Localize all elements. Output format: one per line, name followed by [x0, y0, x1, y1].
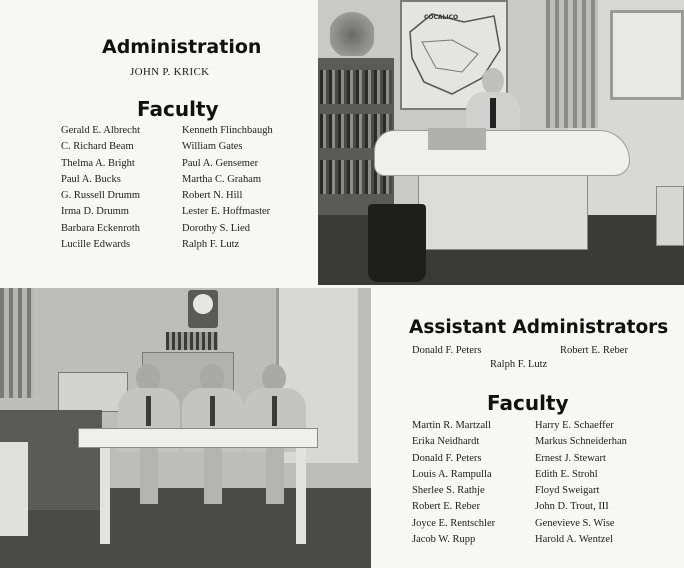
faculty-name: Harry E. Schaeffer — [535, 420, 614, 431]
office-curtain — [546, 0, 598, 128]
faculty-name: Joyce E. Rentschler — [412, 517, 496, 529]
faculty-name: Paul A. Gensemer — [182, 157, 259, 169]
faculty-name: Ernest J. Stewart — [535, 452, 606, 464]
tie — [210, 396, 215, 426]
white-cabinet — [0, 442, 28, 536]
faculty-name: Thelma A. Bright — [61, 157, 135, 169]
meeting-photo — [0, 288, 371, 568]
faculty-name: Paul A. Bucks — [61, 173, 121, 185]
meeting-table — [78, 428, 318, 448]
wastebasket — [368, 204, 426, 282]
faculty-name: Ralph F. Lutz — [182, 239, 240, 251]
faculty-name: Sherlee S. Rathje — [412, 485, 485, 497]
faculty-name: Edith E. Strohl — [535, 468, 598, 480]
chair — [656, 186, 684, 246]
administrator-head — [482, 68, 504, 94]
faculty-name: Jacob W. Rupp — [412, 534, 476, 546]
faculty-heading-bottom: Faculty — [487, 391, 569, 415]
assistant-administrators-heading: Assistant Administrators — [409, 317, 669, 338]
tie — [490, 98, 496, 128]
table-leg — [100, 448, 110, 544]
desk-papers — [428, 128, 486, 150]
faculty-name: Robert N. Hill — [182, 190, 243, 202]
clock-face-icon — [193, 294, 213, 314]
tie — [146, 396, 151, 426]
faculty-name: Louis A. Rampulla — [412, 468, 492, 480]
tie — [272, 396, 277, 426]
faculty-bottom-right-column — [535, 420, 627, 550]
office-window — [610, 10, 684, 100]
faculty-name: Markus Schneiderhan — [535, 436, 627, 448]
faculty-name: Martin R. Martzall — [412, 420, 492, 431]
assistant-administrator-name: Donald F. Peters — [412, 345, 482, 356]
faculty-name: Martha C. Graham — [182, 173, 262, 185]
faculty-name: Floyd Sweigart — [535, 485, 600, 497]
administration-heading: Administration — [102, 36, 262, 58]
faculty-name: Donald F. Peters — [412, 452, 482, 464]
faculty-heading-top: Faculty — [137, 97, 219, 121]
faculty-name: Barbara Eckenroth — [61, 222, 141, 234]
faculty-name: C. Richard Beam — [61, 141, 134, 153]
faculty-name: Harold A. Wentzel — [535, 534, 613, 546]
assistant-administrator-name: Robert E. Reber — [560, 345, 628, 356]
faculty-top-right-column — [182, 125, 273, 255]
faculty-name: Erika Neidhardt — [412, 436, 480, 448]
faculty-name: Robert E. Reber — [412, 501, 480, 513]
faculty-name: G. Russell Drumm — [61, 190, 141, 202]
plant — [330, 4, 374, 56]
faculty-name: William Gates — [182, 141, 243, 153]
faculty-top-left-column — [61, 125, 140, 255]
faculty-name: Irma D. Drumm — [61, 206, 129, 218]
faculty-name: Dorothy S. Lied — [182, 222, 250, 234]
administrator-name: JOHN P. KRICK — [130, 66, 210, 78]
faculty-name: Lester E. Hoffmaster — [182, 206, 271, 218]
office-photo — [318, 0, 684, 285]
faculty-bottom-left-column — [412, 420, 495, 550]
person-legs — [266, 448, 284, 504]
faculty-name: Gerald E. Albrecht — [61, 125, 141, 136]
faculty-name: Lucille Edwards — [61, 239, 131, 251]
desk-top — [374, 130, 630, 176]
assistant-administrator-name: Ralph F. Lutz — [490, 359, 548, 370]
faculty-name: Kenneth Flinchbaugh — [182, 125, 273, 136]
table-leg — [296, 448, 306, 544]
cabinet-books — [166, 332, 218, 350]
map-label: COCALICO — [424, 14, 459, 21]
person-legs — [204, 448, 222, 504]
person-legs — [140, 448, 158, 504]
faculty-name: Genevieve S. Wise — [535, 517, 615, 529]
meeting-curtain — [0, 288, 34, 398]
faculty-name: John D. Trout, III — [535, 501, 609, 513]
desk-body — [418, 168, 588, 250]
